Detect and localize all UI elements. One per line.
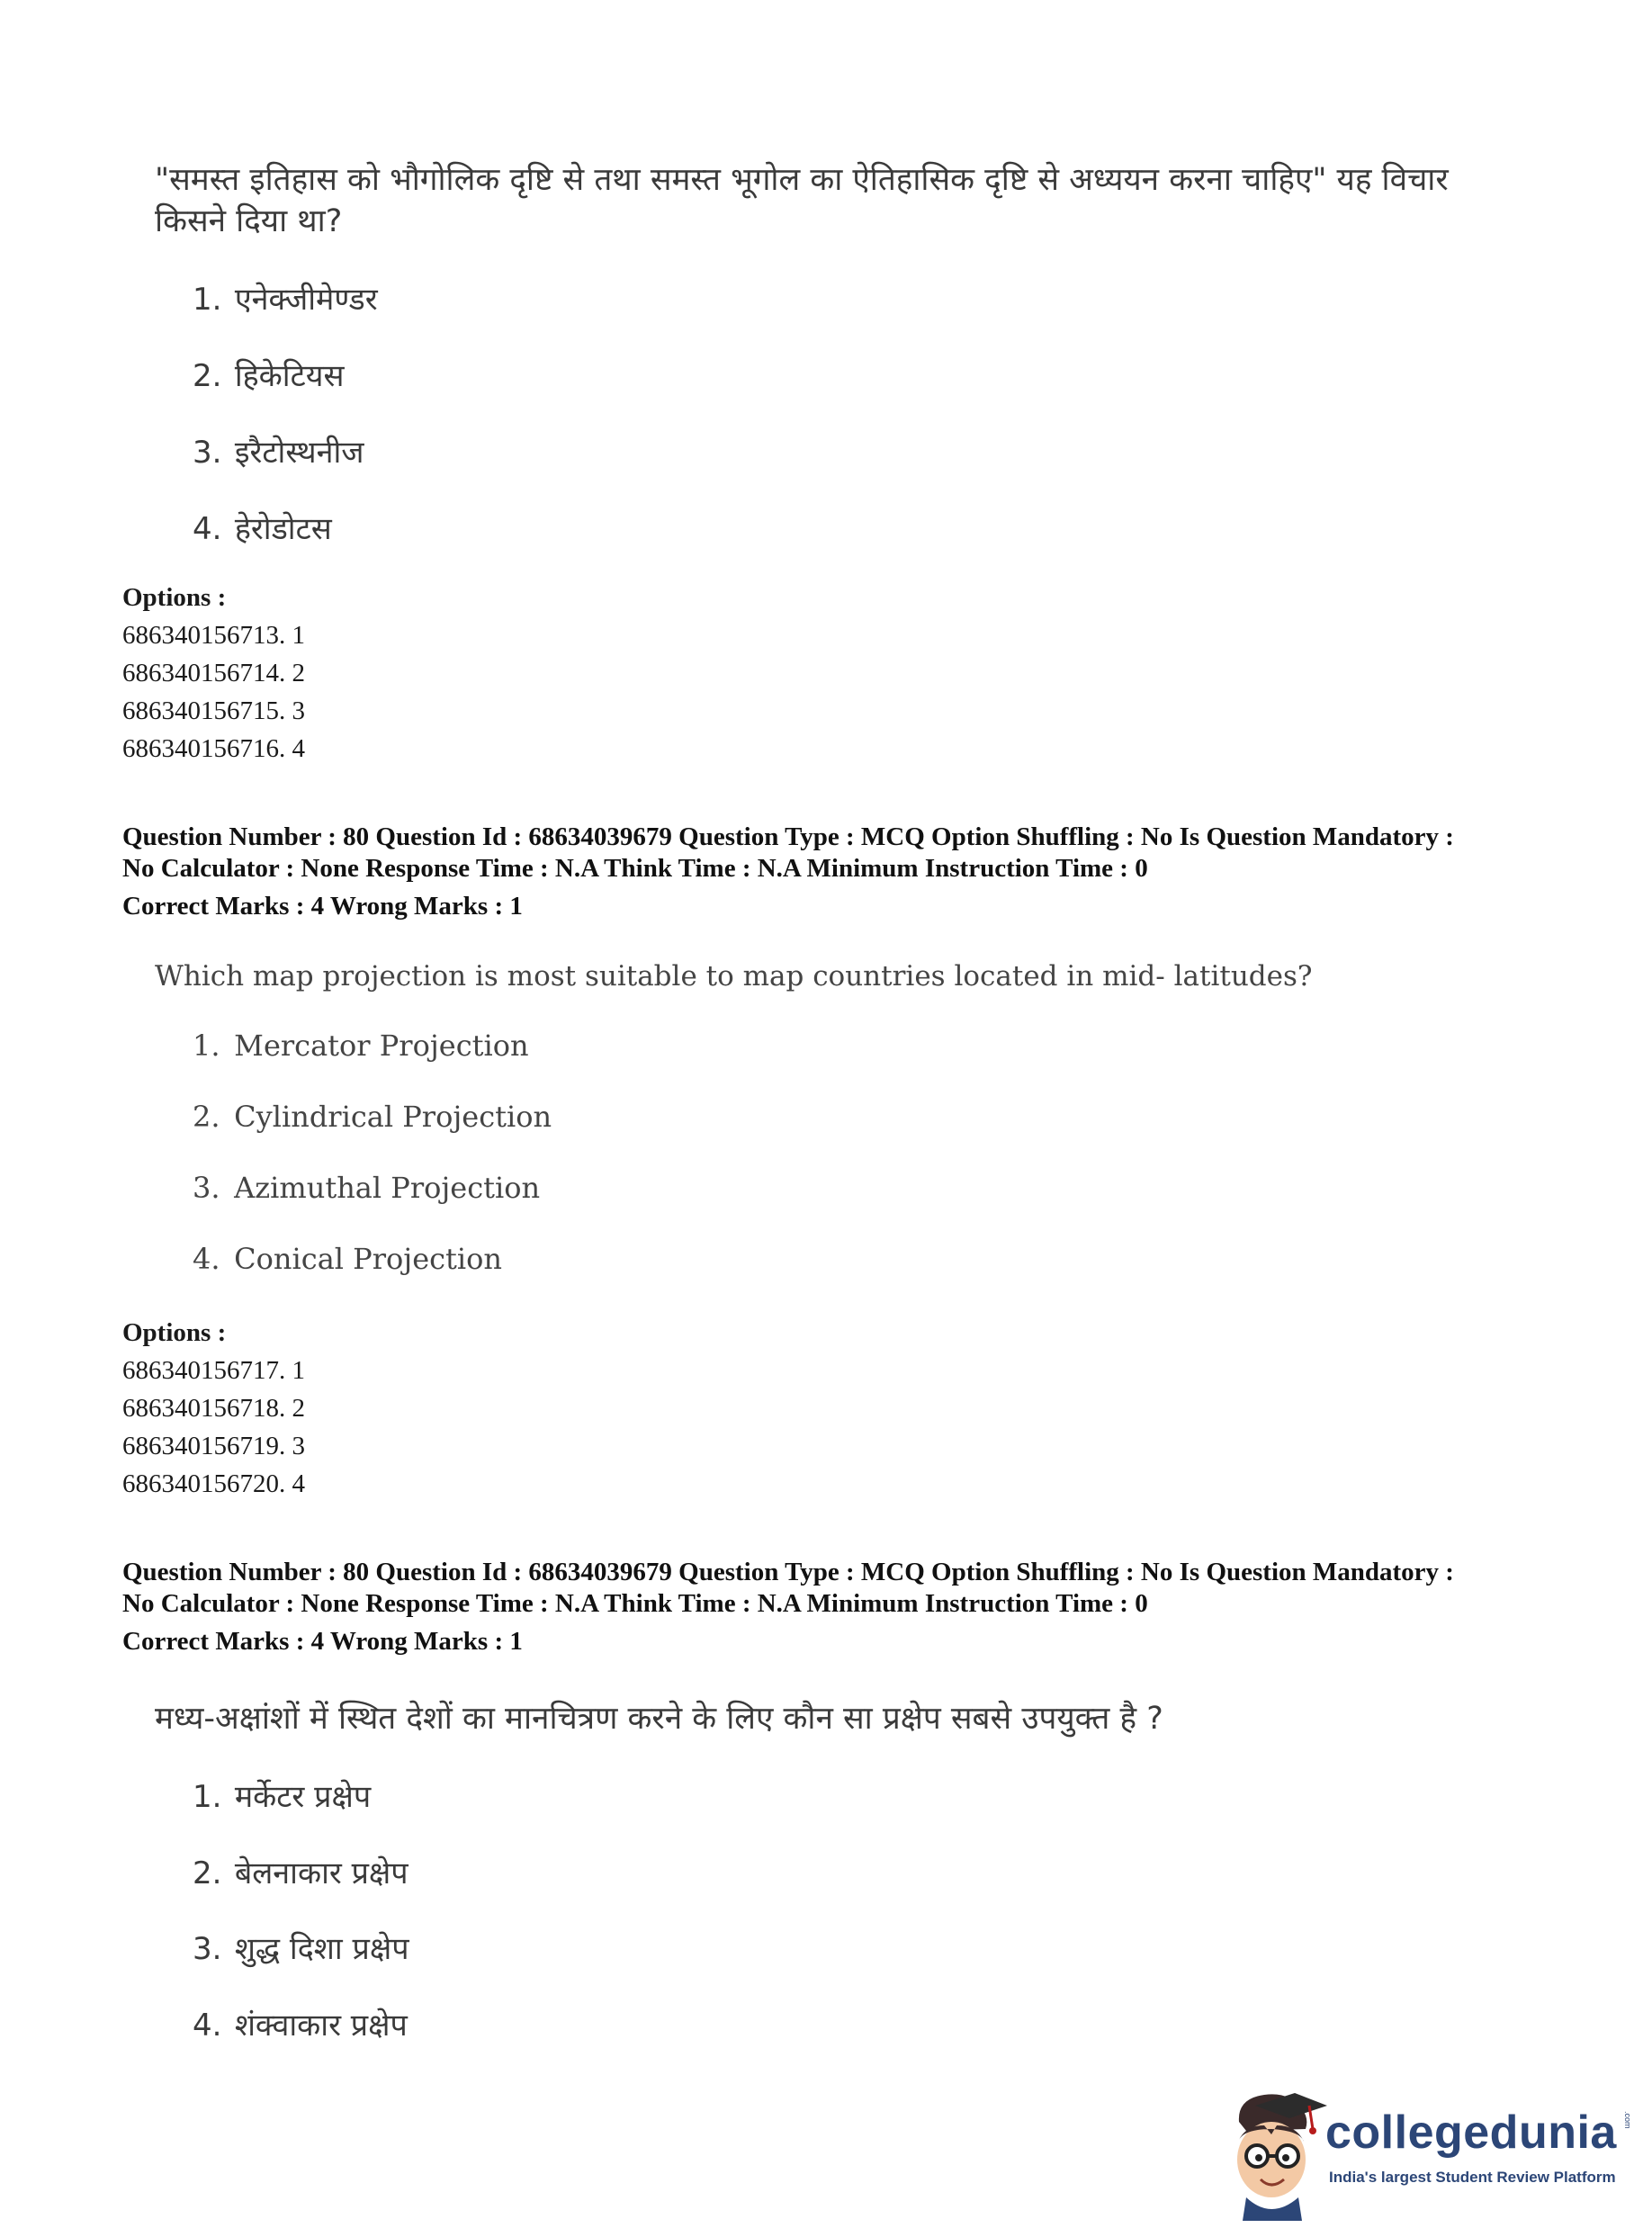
option-id-row: 686340156716. 4 xyxy=(122,734,305,763)
choice-3: 3. शुद्ध दिशा प्रक्षेप xyxy=(193,1931,409,1967)
choice-2: 2. Cylindrical Projection xyxy=(193,1100,552,1134)
choice-1: 1. एनेक्जीमेण्डर xyxy=(193,282,378,318)
options-label: Options : xyxy=(122,1318,227,1347)
option-id-row: 686340156717. 1 xyxy=(122,1356,305,1385)
options-label: Options : xyxy=(122,583,227,612)
question-text: Which map projection is most suitable to map countries located in mid- latitudes? xyxy=(155,960,1313,993)
brand-com: .com xyxy=(1623,2111,1632,2129)
choice-3: 3. इरैटोस्थनीज xyxy=(193,435,364,471)
choice-1: 1. Mercator Projection xyxy=(193,1029,529,1063)
option-id-row: 686340156719. 3 xyxy=(122,1432,305,1460)
option-id-row: 686340156713. 1 xyxy=(122,621,305,650)
option-id-row: 686340156718. 2 xyxy=(122,1394,305,1423)
choice-1: 1. मर्केटर प्रक्षेप xyxy=(193,1779,372,1815)
question-meta-line1: Question Number : 80 Question Id : 68634039679 Question Type : MCQ Option Shuffling : No Is Question Mandatory : xyxy=(122,822,1454,851)
question-text-line1: "समस्त इतिहास को भौगोलिक दृष्टि से तथा समस्त भूगोल का ऐतिहासिक दृष्टि से अध्ययन करना चाहिए" यह विचार xyxy=(155,162,1449,198)
question-marks: Correct Marks : 4 Wrong Marks : 1 xyxy=(122,892,523,921)
choice-2: 2. बेलनाकार प्रक्षेप xyxy=(193,1855,409,1891)
collegedunia-logo[interactable] xyxy=(1219,2086,1642,2221)
question-marks: Correct Marks : 4 Wrong Marks : 1 xyxy=(122,1627,523,1656)
brand-name: collegedunia xyxy=(1325,2107,1617,2159)
option-id-row: 686340156714. 2 xyxy=(122,659,305,687)
question-meta-line2: No Calculator : None Response Time : N.A Think Time : N.A Minimum Instruction Time : 0 xyxy=(122,1589,1148,1618)
question-text-line2: किसने दिया था? xyxy=(155,203,343,239)
question-meta-line1: Question Number : 80 Question Id : 68634039679 Question Type : MCQ Option Shuffling : No Is Question Mandatory : xyxy=(122,1558,1454,1586)
question-text: मध्य-अक्षांशों में स्थित देशों का मानचित्रण करने के लिए कौन सा प्रक्षेप सबसे उपयुक्त है ? xyxy=(155,1701,1163,1737)
choice-4: 4. हेरोडोटस xyxy=(193,511,332,547)
choice-2: 2. हिकेटियस xyxy=(193,358,345,394)
question-meta-line2: No Calculator : None Response Time : N.A Think Time : N.A Minimum Instruction Time : 0 xyxy=(122,854,1148,883)
option-id-row: 686340156720. 4 xyxy=(122,1469,305,1498)
choice-3: 3. Azimuthal Projection xyxy=(193,1171,541,1205)
brand-tagline: India's largest Student Review Platform xyxy=(1329,2169,1616,2186)
choice-4: 4. शंक्वाकार प्रक्षेप xyxy=(193,2008,408,2044)
choice-4: 4. Conical Projection xyxy=(193,1242,503,1276)
option-id-row: 686340156715. 3 xyxy=(122,696,305,725)
mascot-icon xyxy=(1219,2086,1327,2221)
